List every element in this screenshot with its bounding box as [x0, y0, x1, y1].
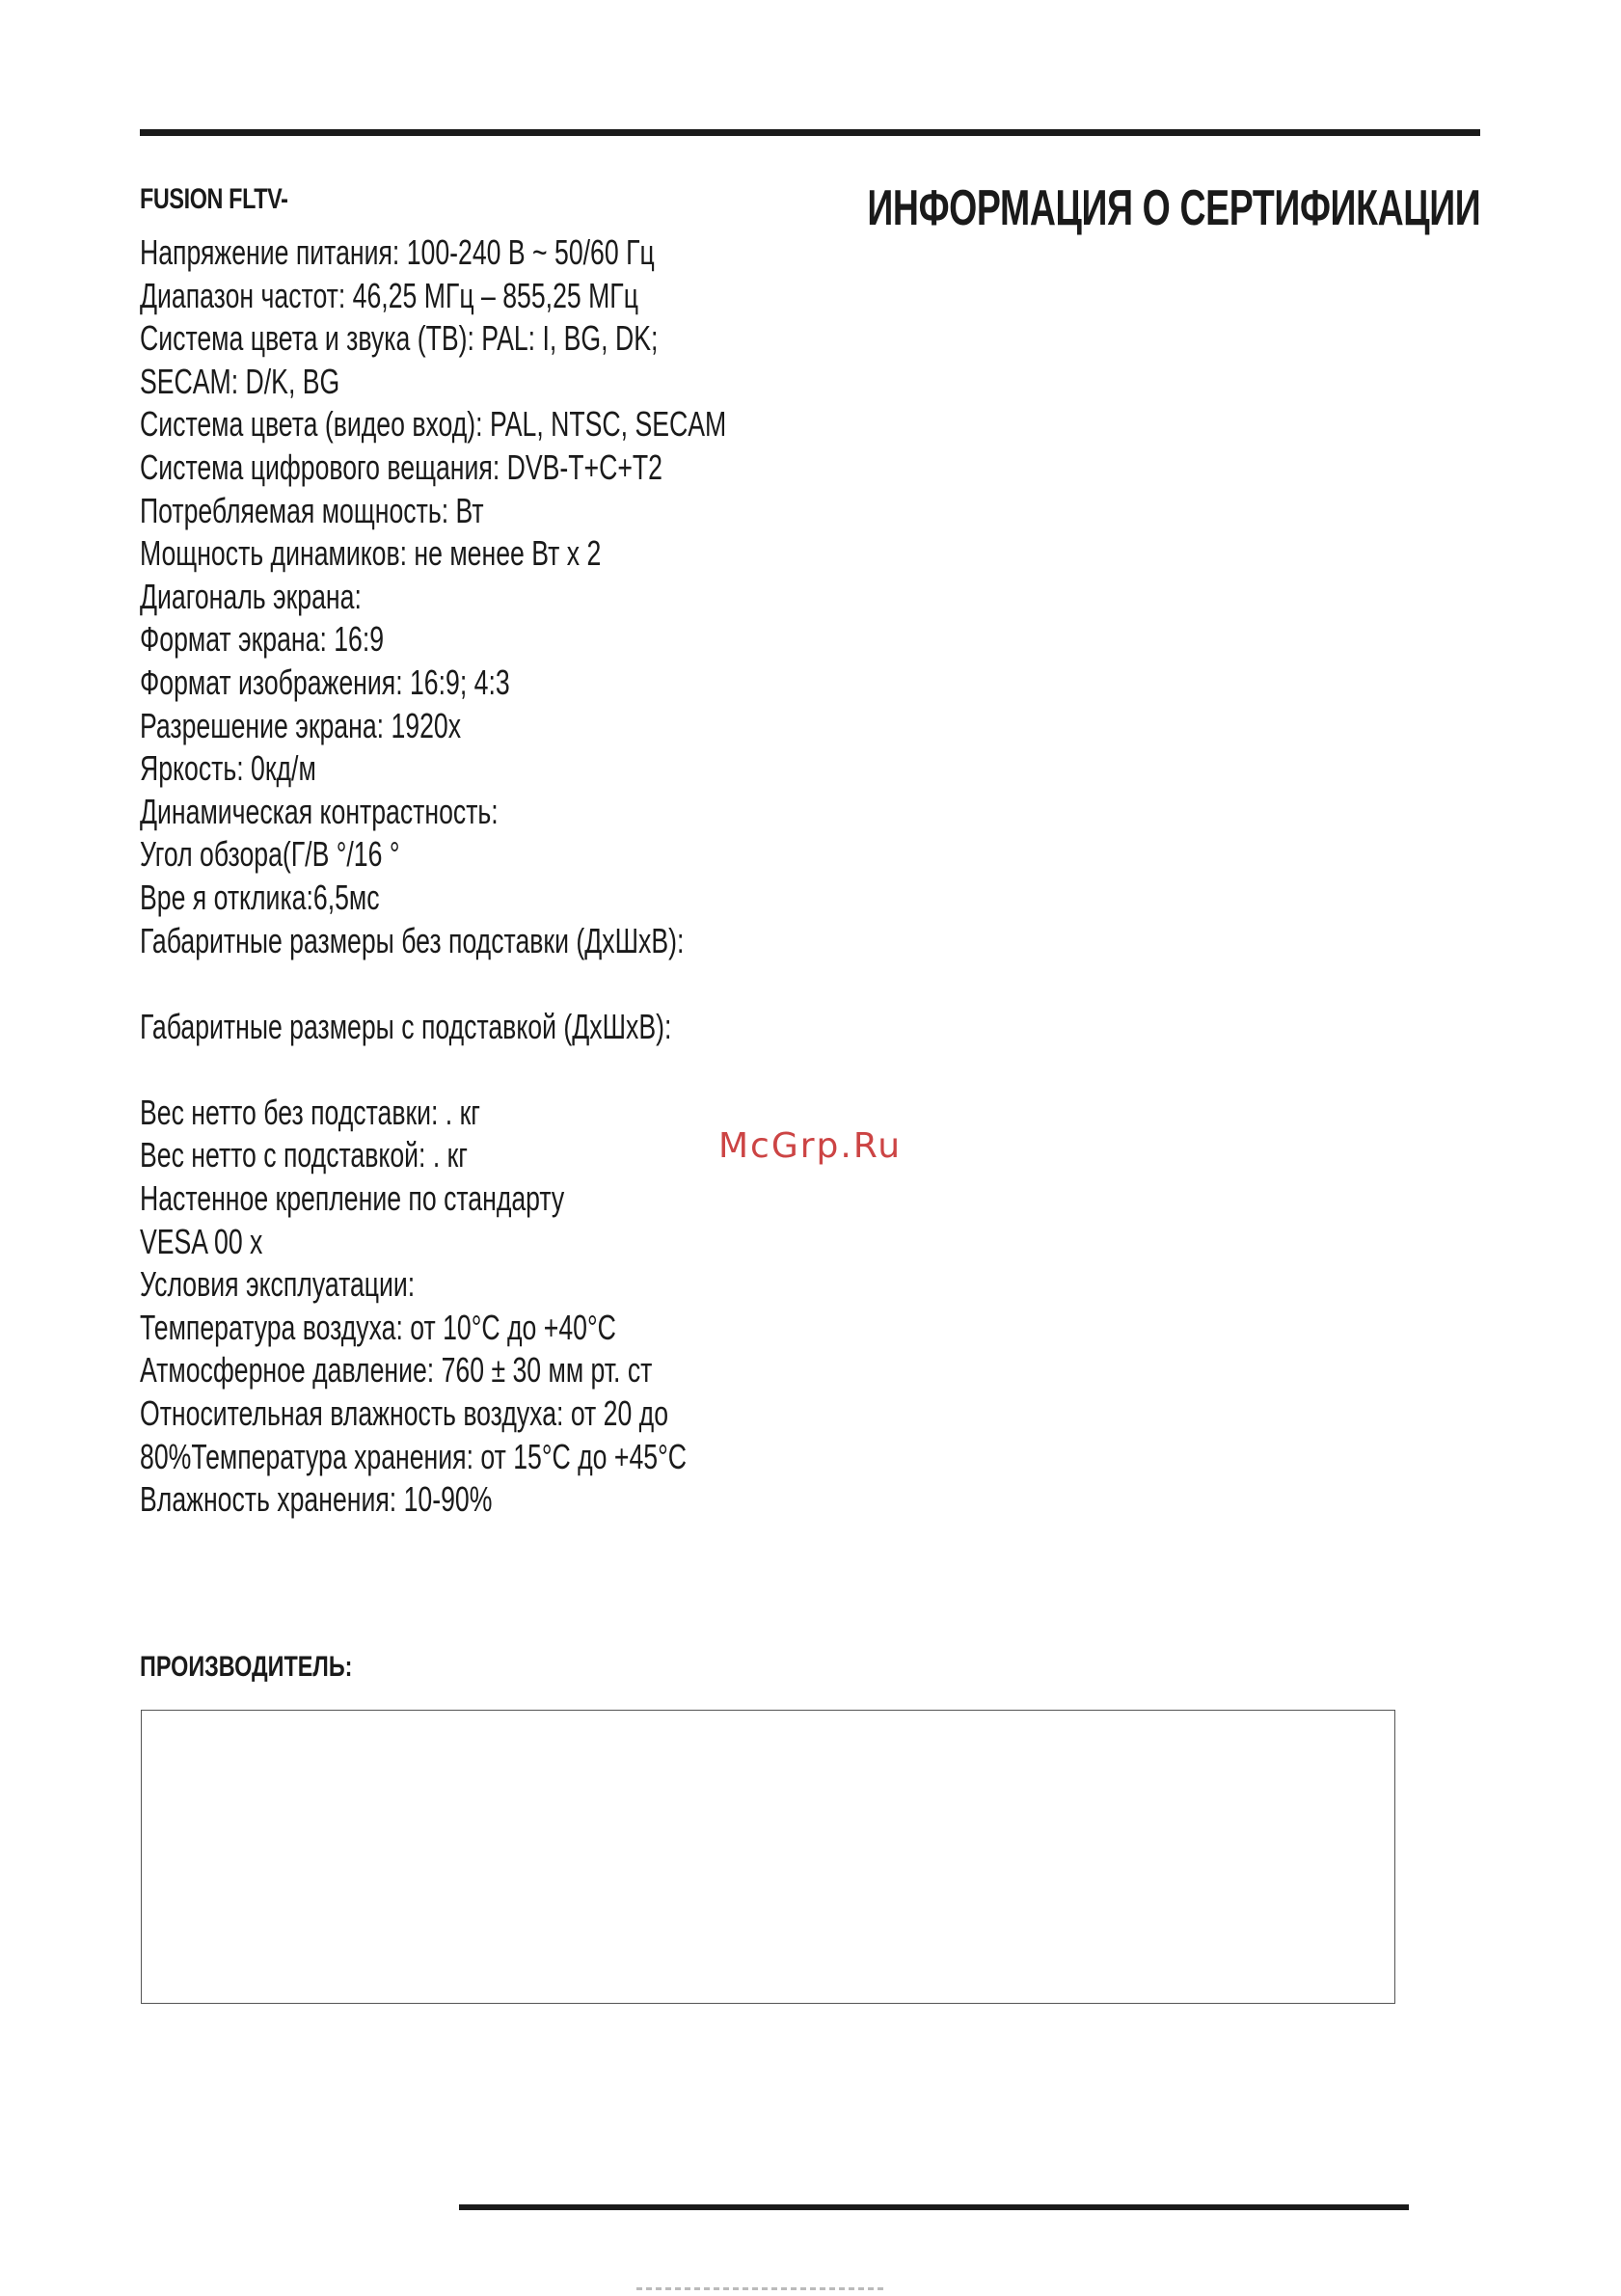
spec-blank-line — [140, 1048, 726, 1092]
spec-image-format: Формат изображения: 16:9; 4:3 — [140, 662, 510, 702]
spec-dynamic-contrast: Динамическая контрастность: — [140, 791, 499, 831]
spec-response-time: Вре я отклика:6,5мс — [140, 877, 380, 917]
spec-screen-resolution: Разрешение экрана: 1920х — [140, 705, 462, 745]
spec-wall-mount-standard: Настенное крепление по стандарту — [140, 1178, 565, 1219]
manufacturer-box — [141, 1710, 1395, 2004]
spec-color-sound-system-secam: SECAM: D/K, BG — [140, 361, 340, 401]
spec-frequency-range: Диапазон частот: 46,25 МГц – 855,25 МГц — [140, 275, 639, 315]
page-title: ИНФОРМАЦИЯ О СЕРТИФИКАЦИИ — [866, 180, 1480, 236]
spec-brightness: Яркость: 0кд/м — [140, 748, 316, 789]
footer-marks — [636, 2287, 887, 2290]
bottom-rule — [459, 2204, 1409, 2210]
spec-digital-broadcast: Система цифрового вещания: DVB-T+C+T2 — [140, 446, 662, 487]
spec-viewing-angle: Угол обзора(Г/В °/16 ° — [140, 834, 400, 875]
spec-air-temperature: Температура воздуха: от 10°С до +40°С — [140, 1307, 616, 1347]
spec-atmospheric-pressure: Атмосферное давление: 760 ± 30 мм рт. ст — [140, 1350, 653, 1391]
spec-supply-voltage: Напряжение питания: 100-240 В ~ 50/60 Гц — [140, 232, 655, 272]
model-name: FUSION FLTV- — [140, 183, 288, 215]
spec-dimensions-with-stand: Габаритные размеры с подставкой (ДхШхВ): — [140, 1006, 672, 1046]
spec-list — [140, 231, 932, 1522]
spec-speaker-power: Мощность динамиков: не менее Вт х 2 — [140, 533, 602, 574]
spec-blank-line — [140, 962, 726, 1006]
spec-color-sound-system-tv: Система цвета и звука (ТВ): PAL: I, BG, DK; — [140, 318, 659, 359]
spec-net-weight-with-stand: Вес нетто с подставкой: . кг — [140, 1135, 469, 1175]
spec-operating-conditions: Условия эксплуатации: — [140, 1264, 416, 1305]
spec-relative-humidity: Относительная влажность воздуха: от 20 до — [140, 1393, 669, 1434]
top-rule — [140, 129, 1480, 136]
spec-vesa: VESA 00 х — [140, 1221, 263, 1261]
spec-screen-diagonal: Диагональ экрана: — [140, 576, 362, 616]
manufacturer-heading: ПРОИЗВОДИТЕЛЬ: — [140, 1651, 353, 1683]
spec-storage-humidity: Влажность хранения: 10-90% — [140, 1479, 493, 1520]
spec-color-system-video-in: Система цвета (видео вход): PAL, NTSC, SECAM — [140, 404, 727, 445]
spec-storage-temperature: 80%Температура хранения: от 15°С до +45°С — [140, 1436, 687, 1476]
spec-dimensions-without-stand: Габаритные размеры без подставки (ДхШхВ): — [140, 920, 685, 960]
spec-screen-format: Формат экрана: 16:9 — [140, 619, 385, 660]
watermark-text: McGrp.Ru — [718, 1126, 903, 1166]
spec-power-consumption: Потребляемая мощность: Вт — [140, 490, 484, 530]
spec-net-weight-without-stand: Вес нетто без подставки: . кг — [140, 1092, 480, 1132]
